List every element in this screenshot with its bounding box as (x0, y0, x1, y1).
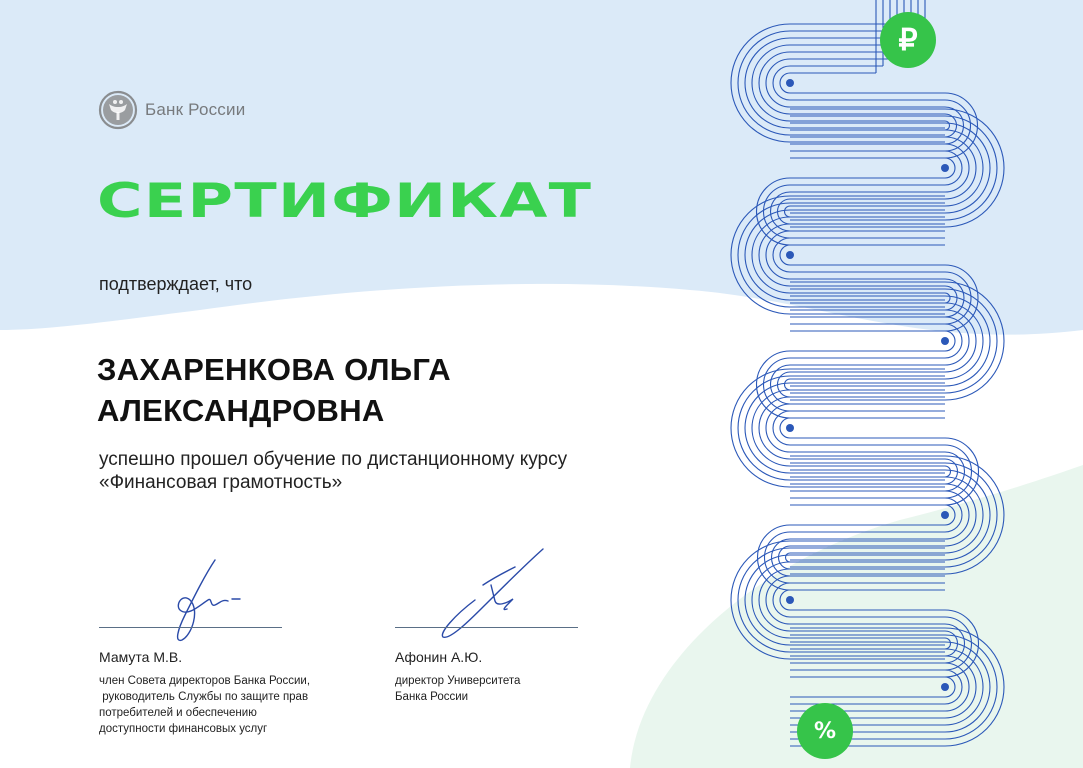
recipient-name-line-1: ЗАХАРЕНКОВА ОЛЬГА (97, 352, 451, 387)
serpentine-dot (786, 596, 794, 604)
signature-2 (435, 545, 555, 645)
signatory-1-position-line: руководитель Службы по защите прав (99, 691, 309, 703)
percent-icon: % (797, 703, 853, 759)
signatory-1-position-line: доступности финансовых услуг (99, 723, 268, 735)
serpentine-dot (786, 251, 794, 259)
serpentine-dot (941, 164, 949, 172)
course-text-line-1: успешно прошел обучение по дистанционному курсу (99, 449, 568, 470)
serpentine-dot (941, 683, 949, 691)
signatory-1-name: Мамута М.В. (99, 649, 183, 665)
bank-logo (98, 90, 138, 130)
course-name: «Финансовая грамотность» (99, 472, 343, 493)
signatory-1-position-line: потребителей и обеспечению (99, 707, 257, 719)
certificate-title: СЕРТИФИКАТ (97, 174, 593, 229)
ruble-icon: ₽ (880, 12, 936, 68)
serpentine-line (756, 0, 978, 697)
recipient-name-line-2: АЛЕКСАНДРОВНА (97, 393, 385, 428)
serpentine-line (766, 0, 969, 711)
signature-1 (160, 555, 250, 645)
signatory-2-name: Афонин А.Ю. (395, 649, 483, 665)
signature-line-2 (395, 627, 578, 628)
confirm-text: подтверждает, что (99, 274, 253, 294)
signatory-2-position-line: директор Университета (395, 675, 521, 687)
signatory-2-position-line: Банка России (395, 691, 469, 703)
serpentine-dot (786, 424, 794, 432)
signature-line-1 (99, 627, 282, 628)
serpentine-dot (941, 511, 949, 519)
signatory-1-position-line: член Совета директоров Банка России, (99, 675, 311, 687)
serpentine-line (764, 0, 972, 704)
bank-name: Банк России (145, 100, 246, 119)
serpentine-dot (786, 79, 794, 87)
serpentine-dot (941, 337, 949, 345)
